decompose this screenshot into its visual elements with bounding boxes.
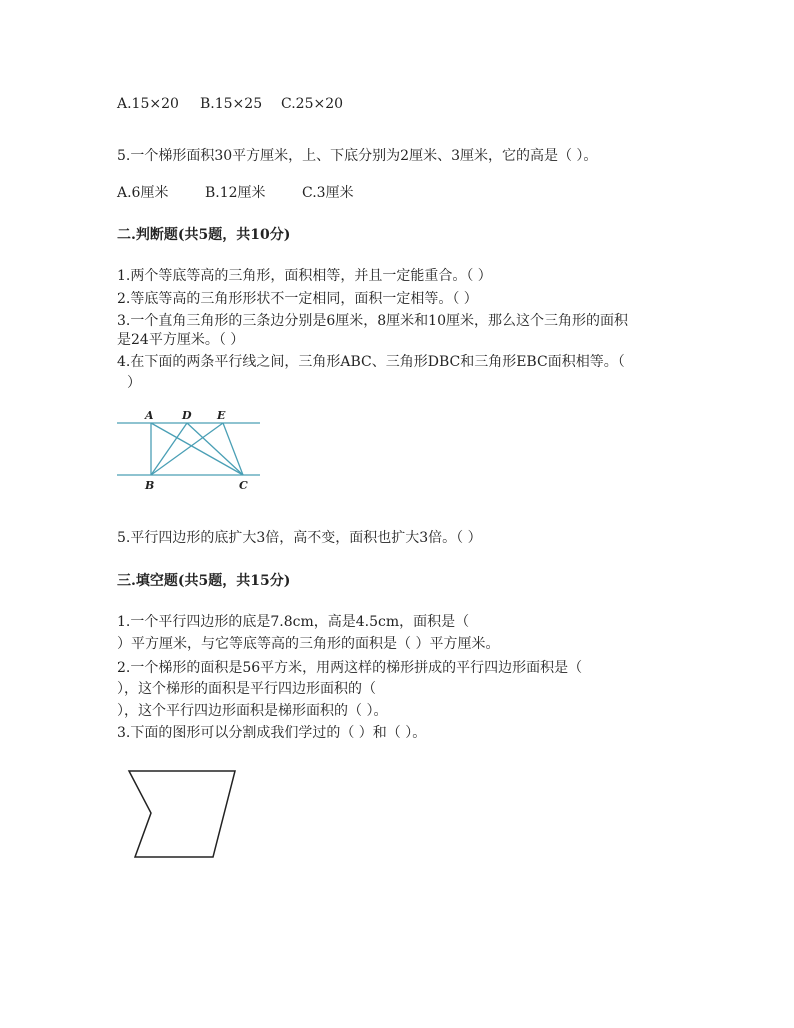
judge-q3-line2: 是24平方厘米。（ ） (117, 332, 245, 348)
label-a: A (145, 409, 154, 422)
fill-q2-line2: ），这个梯形的面积是平行四边形面积的（ (117, 681, 376, 697)
segment-db (151, 423, 187, 475)
label-e: E (217, 409, 226, 422)
label-d: D (182, 409, 192, 422)
q5-option-c: C.3厘米 (302, 185, 354, 201)
parallel-lines-figure (115, 405, 265, 495)
segment-ec (223, 423, 243, 475)
option-c: C.25×20 (281, 96, 344, 112)
notched-shape-figure (125, 765, 245, 865)
fill-q1-line2: ）平方厘米，与它等底等高的三角形的面积是（ ）平方厘米。 (117, 636, 500, 652)
section-3-title: 三.填空题(共5题，共15分) (117, 573, 291, 589)
label-c: C (239, 479, 248, 492)
fill-q1-line1: 1.一个平行四边形的底是7.8cm，高是4.5cm，面积是（ (117, 614, 470, 630)
label-b: B (145, 479, 155, 492)
segment-eb (151, 423, 223, 475)
judge-q5: 5.平行四边形的底扩大3倍，高不变，面积也扩大3倍。（ ） (117, 530, 482, 546)
judge-q4-line1: 4.在下面的两条平行线之间，三角形ABC、三角形DBC和三角形EBC面积相等。（ (117, 354, 625, 370)
judge-q1: 1.两个等底等高的三角形，面积相等，并且一定能重合。（ ） (117, 268, 492, 284)
judge-q2: 2.等底等高的三角形形状不一定相同，面积一定相等。（ ） (117, 291, 478, 307)
q5-option-b: B.12厘米 (205, 185, 266, 201)
option-b: B.15×25 (200, 96, 263, 112)
section-2-title: 二.判断题(共5题，共10分) (117, 227, 291, 243)
question-5-text: 5.一个梯形面积30平方厘米，上、下底分别为2厘米、3厘米，它的高是（ ）。 (117, 148, 598, 164)
option-a: A.15×20 (117, 96, 179, 112)
fill-q2-line1: 2.一个梯形的面积是56平方米，用两这样的梯形拼成的平行四边形面积是（ (117, 660, 583, 676)
q5-option-a: A.6厘米 (117, 185, 169, 201)
fill-q2-line3: ），这个平行四边形面积是梯形面积的（ ）。 (117, 703, 388, 719)
judge-q4-line2: ） (127, 375, 141, 391)
shape-outline (129, 771, 235, 857)
segment-ac (151, 423, 243, 475)
fill-q3: 3.下面的图形可以分割成我们学过的（ ）和（ ）。 (117, 725, 427, 741)
judge-q3-line1: 3.一个直角三角形的三条边分别是6厘米，8厘米和10厘米，那么这个三角形的面积 (117, 313, 628, 329)
segment-dc (187, 423, 243, 475)
